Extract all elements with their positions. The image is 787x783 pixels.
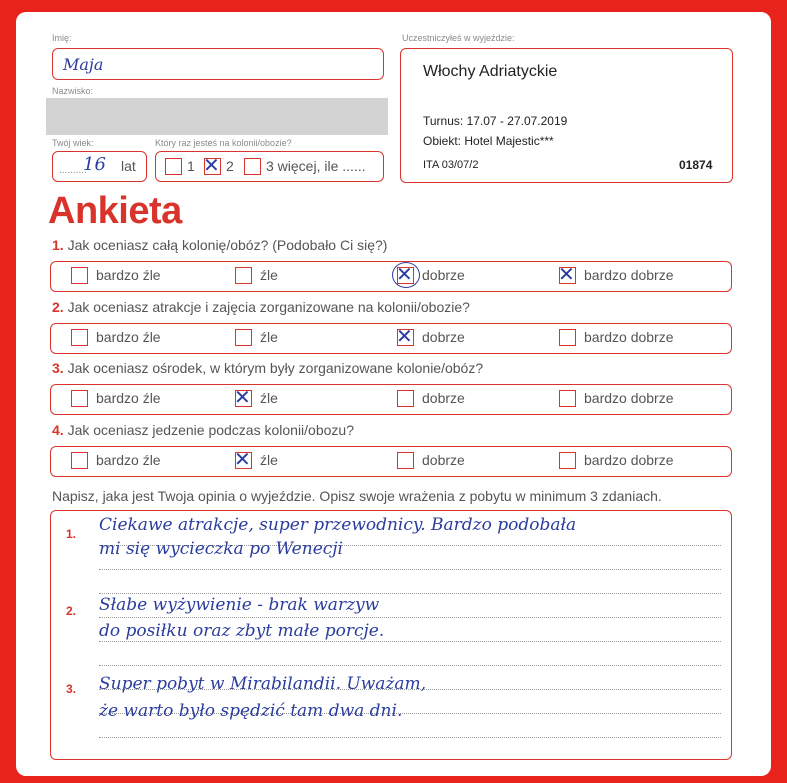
age-label: Twój wiek: [52,138,94,148]
count-checkbox-2[interactable] [203,153,221,177]
instruction-text: Napisz, jaka jest Twoja opinia o wyjeździe. Opisz swoje wrażenia z pobytu w minimum 3 zdaniach. [52,488,662,504]
rating-checkbox[interactable] [71,329,88,346]
trip-number: 01874 [679,158,713,172]
count-option-3-label: 3 więcej, ile ...... [266,158,366,174]
rating-checkbox[interactable] [396,324,414,348]
rating-row [50,446,732,477]
rating-checkbox[interactable] [71,267,88,284]
name-value: Maja [63,55,104,74]
ruled-line [99,665,721,666]
rating-option-label: źle [260,452,278,468]
rating-option-label: bardzo dobrze [584,267,674,283]
ruled-line [99,737,721,738]
rating-checkbox[interactable] [396,262,414,286]
rating-checkbox[interactable] [558,262,576,286]
question-number: 3. [52,360,64,376]
trip-obiekt: Obiekt: Hotel Majestic*** [423,134,554,148]
question-number: 1. [52,237,64,253]
answer-line: Słabe wyżywienie - brak warzyw [99,595,380,615]
rating-checkbox[interactable] [559,452,576,469]
age-value: 16 [83,154,106,175]
question-label: Jak oceniasz całą kolonię/obóz? (Podobało Ci się?) [67,237,388,253]
rating-row [50,323,732,354]
answer-line: Super pobyt w Mirabilandii. Uważam, [99,674,427,694]
rating-option-label: źle [260,390,278,406]
trip-info-box [400,48,733,183]
rating-option-label: bardzo źle [96,267,161,283]
question-text [52,237,387,253]
question-label: Jak oceniasz atrakcje i zajęcia zorganizowane na kolonii/obozie? [67,299,470,315]
name-label: Imię: [52,33,72,43]
trip-turnus: Turnus: 17.07 - 27.07.2019 [423,114,568,128]
checkmark-icon: ✕ [203,153,220,177]
ruled-line [99,617,721,618]
rating-option-label: bardzo dobrze [584,329,674,345]
checkmark-icon: ✕ [396,324,413,348]
answer-line: mi się wycieczka po Wenecji [99,539,343,559]
rating-option-label: bardzo dobrze [584,390,674,406]
question-text [52,299,470,315]
answer-number: 3. [66,682,77,696]
name-field[interactable] [52,48,384,80]
trip-label: Uczestniczyłeś w wyjeździe: [402,33,515,43]
rating-option-label: dobrze [422,329,465,345]
rating-checkbox[interactable] [71,390,88,407]
rating-checkbox[interactable] [235,329,252,346]
rating-option-label: dobrze [422,390,465,406]
surname-label: Nazwisko: [52,86,94,96]
rating-option-label: dobrze [422,452,465,468]
checkmark-icon: ✕ [558,262,575,286]
answer-line: do posiłku oraz zbyt małe porcje. [99,621,385,641]
count-checkbox-3[interactable] [244,158,261,175]
question-text [52,360,483,376]
rating-checkbox[interactable] [559,329,576,346]
trip-name: Włochy Adriatyckie [423,63,558,80]
question-label: Jak oceniasz jedzenie podczas kolonii/obozu? [67,422,354,438]
checkmark-icon: ✕ [396,262,413,286]
count-option-1-label: 1 [187,158,195,174]
rating-checkbox[interactable] [397,452,414,469]
rating-checkbox[interactable] [397,390,414,407]
survey-title: Ankieta [48,190,182,232]
ruled-line [99,593,721,594]
question-text [52,422,354,438]
question-number: 2. [52,299,64,315]
surname-redaction [46,98,388,135]
answer-number: 2. [66,604,77,618]
question-label: Jak oceniasz ośrodek, w którym były zorganizowane kolonie/obóz? [67,360,484,376]
count-checkbox-1[interactable] [165,158,182,175]
checkmark-icon: ✕ [234,447,251,471]
rating-option-label: bardzo źle [96,329,161,345]
answers-box[interactable] [50,510,732,760]
rating-checkbox[interactable] [559,390,576,407]
rating-option-label: źle [260,329,278,345]
rating-option-label: źle [260,267,278,283]
answer-line: że warto było spędzić tam dwa dni. [99,701,403,721]
rating-checkbox[interactable] [235,267,252,284]
rating-checkbox[interactable] [234,447,252,471]
age-field[interactable] [52,151,147,182]
trip-code: ITA 03/07/2 [423,159,479,171]
question-number: 4. [52,422,64,438]
circle-mark-icon [392,262,420,288]
count-label: Który raz jesteś na kolonii/obozie? [155,138,292,148]
rating-checkbox[interactable] [71,452,88,469]
age-unit: lat [121,158,136,174]
count-option-2-label: 2 [226,158,234,174]
checkmark-icon: ✕ [234,385,251,409]
count-field [155,151,384,182]
rating-option-label: bardzo źle [96,390,161,406]
ruled-line [99,569,721,570]
rating-option-label: bardzo dobrze [584,452,674,468]
rating-option-label: dobrze [422,267,465,283]
rating-option-label: bardzo źle [96,452,161,468]
rating-row [50,384,732,415]
answer-line: Ciekawe atrakcje, super przewodnicy. Bardzo podobała [99,515,577,535]
age-dots: .......... [59,165,87,176]
ruled-line [99,641,721,642]
rating-checkbox[interactable] [234,385,252,409]
rating-row [50,261,732,292]
answer-number: 1. [66,527,77,541]
